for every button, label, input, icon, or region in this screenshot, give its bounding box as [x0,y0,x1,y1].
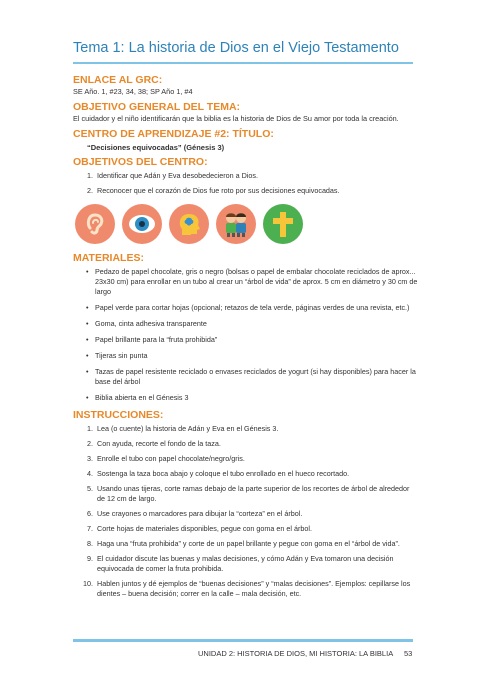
objective-heading: OBJETIVO GENERAL DEL TEMA: [73,101,241,113]
center-heading: CENTRO DE APRENDIZAJE #2: TÍTULO: [73,128,274,140]
list-item: 2. Con ayuda, recorte el fondo de la taza. [95,439,418,449]
footer-text: UNIDAD 2: HISTORIA DE DIOS, MI HISTORIA: LA BIBLIA [198,649,394,658]
materials-section [73,252,418,403]
list-item: • Tazas de papel resistente reciclado o envases reciclados de yogurt (si hay disponibles) para hacer la base del árbol [95,367,418,387]
link-text: SE Año. 1, #23, 34, 38; SP Año 1, #4 [73,87,193,96]
center-objectives-heading: OBJETIVOS DEL CENTRO: [73,156,208,168]
page-number: 53 [404,649,413,658]
list-item: 9. El cuidador discute las buenas y malas decisiones, y cómo Adán y Eva tomaron una decisión equivocada de comer la fruta prohibida. [95,554,418,574]
list-item: 4. Sostenga la taza boca abajo y coloque el tubo enrollado en el hueco recortado. [95,469,418,479]
head-icon [169,204,209,244]
link-section [73,74,418,97]
list-item: • Papel verde para cortar hojas (opcional; retazos de tela verde, páginas verdes de una revista, etc.) [95,303,418,313]
list-item: 1. Identificar que Adán y Eva desobedecieron a Dios. [95,171,418,181]
materials-heading: MATERIALES: [73,252,144,264]
instructions-heading: INSTRUCCIONES: [73,409,164,421]
instructions-list [73,424,418,599]
content [73,70,418,604]
page-title: Tema 1: La historia de Dios en el Viejo Testamento [73,40,399,56]
materials-list [73,267,418,403]
footer-rule [73,639,413,642]
domain-icons [75,204,418,244]
list-item: • Pedazo de papel chocolate, gris o negro (bolsas o papel de embalar chocolate reciclados de aprox... 23x30 cm) para enrollar en un tubo al crear un “árbol de vida” de aprox. 5 cm en diámetro y 30 cm de largo [95,267,418,297]
list-item: • Biblia abierta en el Génesis 3 [95,393,418,403]
objective-section [73,101,418,124]
center-objectives-list [73,171,418,196]
cross-icon [263,204,303,244]
ear-icon [75,204,115,244]
list-item: 2. Reconocer que el corazón de Dios fue roto por sus decisiones equivocadas. [95,186,418,196]
list-item: 10. Hablen juntos y dé ejemplos de “buenas decisiones” y “malas decisiones”. Ejemplos: cepillarse los dientes – buena decisión; correr en la calle – mala decisión, etc. [95,579,418,599]
eye-icon [122,204,162,244]
children-icon [216,204,256,244]
list-item: 5. Usando unas tijeras, corte ramas debajo de la parte superior de los recortes de árbol de alrededor de 12 cm de largo. [95,484,418,504]
list-item: 8. Haga una “fruta prohibida” y corte de un papel brillante y pegue con goma en el “árbol de vida”. [95,539,418,549]
list-item: 6. Use crayones o marcadores para dibujar la “corteza” en el árbol. [95,509,418,519]
center-objectives-section [73,156,418,196]
objective-text: El cuidador y el niño identificarán que la biblia es la historia de Dios de Su amor por toda la creación. [73,114,399,123]
list-item: 1. Lea (o cuente) la historia de Adán y Eva en el Génesis 3. [95,424,418,434]
list-item: • Papel brillante para la “fruta prohibida” [95,335,418,345]
instructions-section [73,409,418,599]
title-rule [73,62,413,64]
list-item: • Tijeras sin punta [95,351,418,361]
list-item: 3. Enrolle el tubo con papel chocolate/negro/gris. [95,454,418,464]
link-heading: ENLACE AL GRC: [73,74,163,86]
list-item: • Goma, cinta adhesiva transparente [95,319,418,329]
center-section [73,128,418,152]
center-topic: “Decisiones equivocadas” (Génesis 3) [87,143,225,152]
list-item: 7. Corte hojas de materiales disponibles, pegue con goma en el árbol. [95,524,418,534]
